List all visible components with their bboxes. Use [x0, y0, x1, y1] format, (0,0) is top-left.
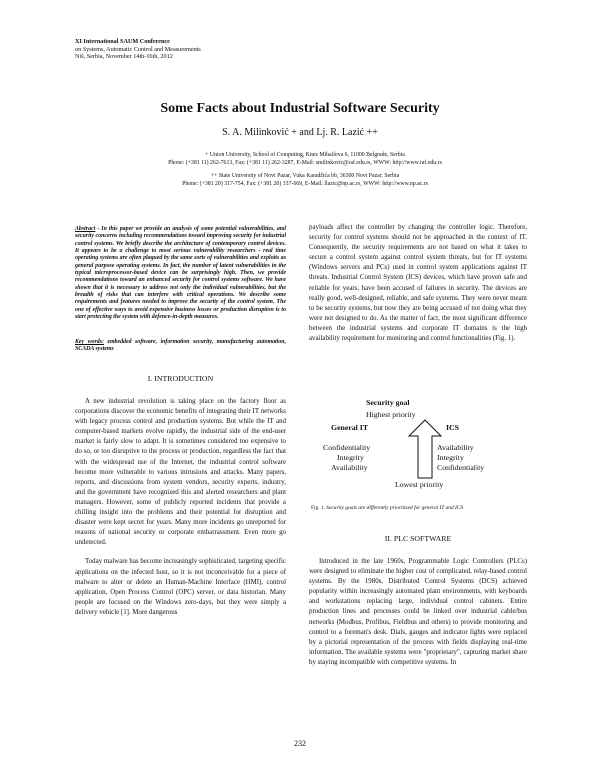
conference-header	[75, 38, 201, 61]
keywords-label: Key words:	[75, 339, 104, 345]
figure-caption	[311, 505, 463, 511]
keywords-text: embedded software, information security, manufacturing automation, SCADA systems	[75, 339, 286, 353]
figure-right-item-2: Integrity	[437, 453, 464, 462]
plc-paragraph-1: Introduced in the late 1960s, Programmable Logic Controllers (PLCs) were designed to eliminate the higher cost of complicated, relay-based control systems. By the 1980s, Distributed Control Systems (DCS) achieved popularity within increasingly automated plant environments, with keyboards and workstations replacing large, individual control cabinets. Entire production lines and processes could be linked over industrial cable/bus networks (Modbus, Profibus, Fieldbus and others) to provide monitoring and control to a foreman's desk. Dials, gauges and indicator lights were replaced by a pictorial representation of the process with fields displaying real-time information. The available systems were "proprietary", capturing market share by staying incompatible with competitive systems. In	[309, 558, 527, 666]
conference-location-date: Niš, Serbia, November 14th-16th, 2012	[75, 53, 173, 61]
figure-left-item-2: Integrity	[337, 453, 364, 462]
figure-lowest-priority: Lowest priority	[395, 480, 444, 489]
page-number: 232	[294, 739, 306, 748]
figure-ics: ICS	[446, 423, 460, 432]
paper-title: Some Facts about Industrial Software Security	[160, 101, 440, 116]
intro-paragraph-1: A new industrial revolution is taking place on the factory floor as corporations discover the economic benefits of integrating their IT networks with legacy process control and production systems. But while the IT and computer-based markets evolve rapidly, the industrial side of the end-user market is fairly slow to adapt. It is sometimes considered too expensive to do so, or too disruptive to the process or production, regardless the fact that with the widespread use of the Internet, the industrial control software become more vulnerable to various intrusions and attacks. Many papers, reports, and discussions from system vendors, security experts, industry, and the government have recognized this and alerted researchers and plant managers. However, some of publicly reported incidents that provide a chilling insight into the problems and their potential for disruption and disaster were kept secret for years. Many more incidents go unreported for reasons of national security or corporate embarrassment. Even more go undetected.	[75, 398, 286, 547]
figure-left-item-3: Availability	[331, 463, 368, 472]
affiliation-2-contact: Phone: (+381 20) 317-754, Fax: (+381 20) 337-669, E-Mail: llazic@np.ac.rs, WWW: http://www.np.ac.rs	[182, 181, 428, 188]
section-heading-plc-software: II. PLC SOFTWARE	[384, 534, 452, 543]
conference-name: XI International SAUM Conference	[75, 38, 170, 45]
figure-1	[309, 398, 527, 518]
paper-authors: S. A. Milinković + and Lj. R. Lazić ++	[222, 127, 378, 138]
conference-subtitle: on Systems, Automatic Control and Measurements	[75, 45, 201, 53]
keywords	[75, 339, 286, 354]
plc-software-body	[309, 557, 527, 668]
figure-security-goal: Security goal	[366, 398, 410, 407]
affiliation-1-address: + Union University, School of Computing, Knez Mihailova 6, 11000 Belgrade, Serbia	[205, 152, 405, 158]
affiliation-2	[70, 172, 540, 188]
figure-right-item-3: Confidentiality	[437, 463, 485, 472]
figure-caption-label: Fig. 1.	[311, 505, 325, 511]
introduction-body	[75, 397, 286, 618]
section-heading-introduction: I. INTRODUCTION	[147, 374, 214, 383]
figure-caption-text: Security goals are differently prioritized for general IT and ICS	[326, 505, 464, 511]
intro-continuation: payloads affect the controller by changing the controller logic. Therefore, security for control systems should not be approached in the context of IT. Consequently, the security requirements are not based on what it takes to secure a control system against control system threats, but for IT systems (Windows servers and PCs) used in control system applications against IT threats. Industrial Control System (ICS) devices, which have proven safe and reliable for years, have been accused of failures in security. The devices are really good, well-designed, reliable, and safe systems. They were never meant to be security systems, but now they are being accused of not doing what they were not designed to do. As the matter of fact, the most significant difference between the industrial systems and corporate IT domains is the high availability requirement for monitoring and control functionalities (Fig. 1).	[309, 224, 527, 343]
abstract	[75, 226, 286, 321]
figure-left-item-1: Confidentiality	[323, 443, 371, 452]
intro-paragraph-2: Today malware has become increasingly sophisticated, targeting specific applications on the infected host, so it is not inconceivable for a piece of malware to alter or delete an Human-Machine Interface (HMI), control application, Open Process Control (OPC) server, or data historian. Many people are focused on the Windows zero-days, but they were simply a delivery vehicle [1]. More dangerous	[75, 558, 286, 616]
affiliation-1	[70, 151, 540, 167]
abstract-label: Abstract	[75, 226, 96, 232]
affiliation-2-address: ++ State University of Novi Pazar, Vuka Karadžića bb, 36300 Novi Pazar, Serbia	[210, 173, 400, 179]
abstract-text: - In this paper we provide an analysis of some potential vulnerabilities, and security concerns including recommendations toward improving security for industrial control systems. We briefly describe the architecture of contemporary control devices. It appears to be a challenge to most serious vulnerability researchers - real time operating systems are often plagued by the same sorts of vulnerabilities and exploits as general purpose operating systems. In fact, the number of latent vulnerabilities in the typical microprocessor-based device can be surprisingly high. Then, we provide recommendations toward an enhanced security for control systems software. We have shown that it is necessary to address not only the individual vulnerabilities, but the breadth of risks that can interfere with critical operations. We describe some requirements and features needed to improve the security of the control system. The one of effective ways to avoid expensive business losses or production disruption is to start protecting the system with defence-in-depth measures.	[75, 226, 286, 321]
figure-right-item-1: Availability	[437, 443, 474, 452]
affiliation-1-contact: Phone: (+381 11) 262-7613, Fax: (+381 11) 262-3287, E-Mail: smilinkovic@raf.edu.rs, WWW: http://www.raf.edu.rs	[168, 160, 442, 167]
figure-highest-priority: Highest priority	[366, 410, 416, 419]
figure-general-it: General IT	[331, 423, 369, 432]
